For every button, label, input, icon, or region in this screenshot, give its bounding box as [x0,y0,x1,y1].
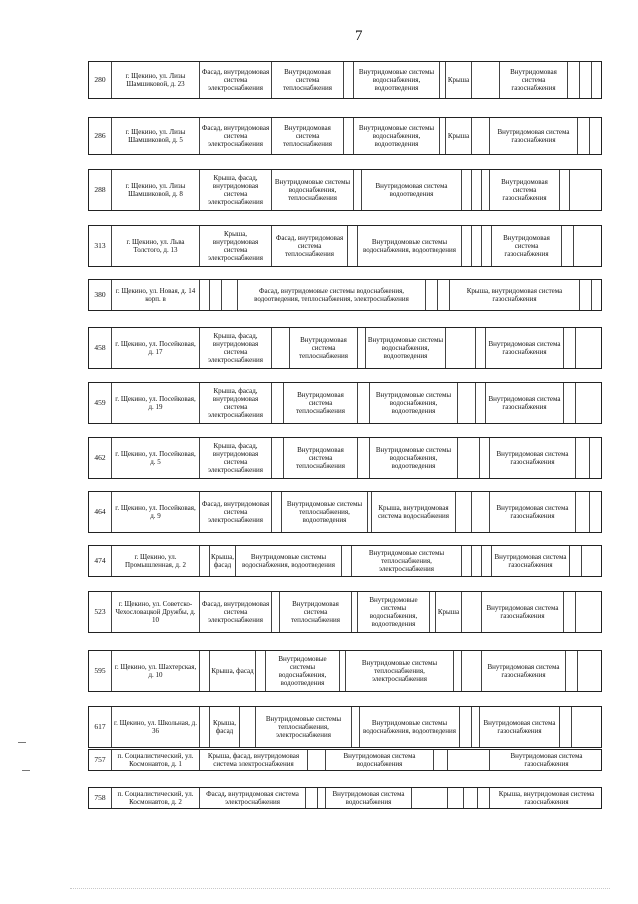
empty-cell [575,492,589,532]
empty-cell [199,707,209,747]
empty-cell [457,438,479,478]
table-row [88,591,602,633]
work-cell: Внутридомовая система теплоснабжения [283,383,357,423]
table-row [88,117,602,155]
work-cell: Внутридомовая система теплоснабжения [271,62,343,98]
empty-cell [559,707,571,747]
table-row [88,706,602,748]
work-cell: Внутридомовые системы водоснабжения, водоотведения [357,226,461,266]
table-row [88,749,602,771]
address-cell: г. Щекино, ул. Посейковая, д. 19 [111,383,199,423]
empty-cell [589,492,603,532]
empty-cell [341,546,351,576]
address-cell: г. Щекино, ул. Лизы Шамшиковой, д. 5 [111,118,199,154]
work-cell: Внутридомовая система газоснабжения [485,328,563,368]
work-cell: Крыша, внутридомовая система водоснабжения [371,492,455,532]
row-number: 286 [94,131,106,140]
work-cell: Внутридомовая система теплоснабжения [271,118,343,154]
work-cell: Внутридомовая система газоснабжения [481,592,563,632]
empty-cell [565,651,577,691]
empty-cell [459,707,471,747]
empty-cell [271,438,283,478]
work-cell: Внутридомовые системы теплоснабжения, электроснабжения [351,546,461,576]
empty-cell [461,226,471,266]
address-cell: г. Щекино, ул. Промышленная, д. 2 [111,546,199,576]
empty-cell [571,707,603,747]
margin-mark [22,770,30,771]
address-cell: г. Щекино, ул. Лизы Шамшиковой, д. 23 [111,62,199,98]
work-cell: Крыша [445,118,471,154]
address-cell: г. Щекино, ул. Лизы Шамшиковой, д. 8 [111,170,199,210]
empty-cell [317,788,325,808]
empty-cell [209,280,221,310]
work-cell: Крыша, фасад, внутридомовая система электроснабжения [199,438,271,478]
empty-cell [351,707,359,747]
work-cell: Внутридомовая система водоснабжения [325,788,411,808]
empty-cell [579,62,591,98]
work-cell: Фасад, внутридомовая система электроснабжения [199,118,271,154]
empty-cell [307,750,325,770]
work-cell: Внутридомовая система водоснабжения [325,750,433,770]
work-cell: Внутридомовые системы водоснабжения, водоотведения [365,328,445,368]
scan-edge-noise [70,888,610,893]
empty-cell [461,592,481,632]
work-cell: Фасад, внутридомовые системы водоснабжения, водоотведения, теплоснабжения, электроснабжения [237,280,425,310]
address-cell: г. Щекино, ул. Советско-Чехословацкой Дружбы, д. 10 [111,592,199,632]
work-cell: Внутридомовая система газоснабжения [479,707,559,747]
empty-cell [481,226,491,266]
row-number: 462 [94,453,106,462]
work-cell: Внутридомовая система газоснабжения [485,383,563,423]
row-number: 464 [94,507,106,516]
empty-cell [563,383,575,423]
work-cell: Внутридомовые системы водоснабжения, водоотведения [369,383,457,423]
empty-cell [425,280,437,310]
empty-cell [455,492,471,532]
address-cell: г. Щекино, ул. Посейковая, д. 17 [111,328,199,368]
empty-cell [239,707,255,747]
work-cell: Фасад, внутридомовая система электроснабжения [199,62,271,98]
work-cell: Внутридомовая система газоснабжения [489,170,559,210]
empty-cell [437,280,449,310]
work-cell: Внутридомовая система водоотведения [361,170,461,210]
work-cell: Внутридомовые системы водоснабжения, водоотведения [369,438,457,478]
empty-cell [591,62,603,98]
address-cell: п. Социалистический, ул. Космонавтов, д. 1 [111,750,199,770]
empty-cell [357,438,369,478]
empty-cell [563,592,575,632]
empty-cell [343,62,353,98]
work-cell: Крыша, фасад [209,651,255,691]
work-cell: Крыша, фасад, внутридомовая система электроснабжения [199,383,271,423]
work-cell: Внутридомовые системы теплоснабжения, электроснабжения [345,651,453,691]
table-row [88,787,602,809]
empty-cell [471,707,479,747]
empty-cell [463,788,477,808]
work-cell: Внутридомовые системы водоснабжения, водоотведения [353,118,439,154]
work-cell: Внутридомовая система газоснабжения [499,62,567,98]
empty-cell [447,750,489,770]
empty-cell [577,118,589,154]
empty-cell [575,383,603,423]
page-number: 7 [355,28,363,44]
work-cell: Крыша, внутридомовая система электроснабжения [199,226,271,266]
empty-cell [471,226,481,266]
empty-cell [357,328,365,368]
work-cell: Внутридомовые системы водоснабжения, водоотведения [235,546,341,576]
work-cell: Фасад, внутридомовая система теплоснабжения [271,226,347,266]
work-cell: Фасад, внутридомовая система электроснабжения [199,788,305,808]
work-cell: Внутридомовые системы теплоснабжения, электроснабжения [255,707,351,747]
table-row [88,491,602,533]
table-row [88,61,602,99]
empty-cell [255,651,265,691]
empty-cell [573,226,603,266]
row-number: 595 [94,666,106,675]
empty-cell [411,788,447,808]
row-number: 617 [94,722,106,731]
work-cell: Крыша, фасад [209,707,239,747]
empty-cell [461,170,471,210]
empty-cell [357,383,369,423]
empty-cell [591,280,603,310]
work-cell: Внутридомовые системы водоснабжения, водоотведения [359,707,459,747]
work-cell: Крыша, фасад, внутридомовая система электроснабжения [199,170,271,210]
empty-cell [271,592,279,632]
empty-cell [199,280,209,310]
address-cell: г. Щекино, ул. Шахтерская, д. 10 [111,651,199,691]
work-cell: Фасад, внутридомовая система электроснабжения [199,592,271,632]
empty-cell [461,546,471,576]
work-cell: Внутридомовые системы водоснабжения, теплоснабжения [271,170,353,210]
empty-cell [575,328,603,368]
empty-cell [577,651,603,691]
empty-cell [589,438,603,478]
row-number: 474 [94,556,106,565]
work-cell: Внутридомовая система газоснабжения [489,118,577,154]
work-cell: Внутридомовые системы водоснабжения, водоотведения [357,592,429,632]
table-row [88,650,602,692]
work-cell: Крыша, фасад [209,546,235,576]
row-number: 458 [94,343,106,352]
work-cell: Внутридомовые системы теплоснабжения, водоотведения [281,492,367,532]
table-row [88,437,602,479]
empty-cell [575,438,589,478]
empty-cell [457,383,475,423]
row-number: 459 [94,398,106,407]
work-cell: Внутридомовая система теплоснабжения [279,592,351,632]
address-cell: г. Щекино, ул. Льва Толстого, д. 13 [111,226,199,266]
work-cell: Внутридомовая система теплоснабжения [289,328,357,368]
row-number: 758 [94,793,106,802]
row-number: 523 [94,607,106,616]
work-cell: Внутридомовая система теплоснабжения [283,438,357,478]
table-row [88,169,602,211]
work-cell: Внутридомовая система газоснабжения [489,750,603,770]
work-cell: Внутридомовые системы водоснабжения, водоотведения [353,62,439,98]
empty-cell [561,226,573,266]
work-cell: Внутридомовая система газоснабжения [491,226,561,266]
empty-cell [479,438,489,478]
row-number: 757 [94,755,106,764]
work-cell: Внутридомовая система газоснабжения [489,492,575,532]
empty-cell [271,328,289,368]
work-cell: Внутридомовые системы водоснабжения, водоотведения [265,651,339,691]
empty-cell [447,788,463,808]
empty-cell [475,383,485,423]
work-cell: Внутридомовая система газоснабжения [481,651,565,691]
empty-cell [569,170,603,210]
work-cell: Фасад, внутридомовая система электроснабжения [199,492,271,532]
work-cell: Крыша, фасад, внутридомовая система электроснабжения [199,750,307,770]
empty-cell [343,118,353,154]
empty-cell [575,592,603,632]
empty-cell [199,546,209,576]
empty-cell [569,546,581,576]
margin-mark [18,742,26,743]
work-cell: Крыша, фасад, внутридомовая система электроснабжения [199,328,271,368]
table-row [88,382,602,424]
work-cell: Крыша [435,592,461,632]
address-cell: г. Щекино, ул. Посейковая, д. 5 [111,438,199,478]
address-cell: г. Щекино, ул. Посейковая, д. 9 [111,492,199,532]
empty-cell [559,170,569,210]
empty-cell [271,383,283,423]
work-cell: Крыша, внутридомовая система газоснабжения [449,280,579,310]
empty-cell [433,750,447,770]
empty-cell [567,62,579,98]
empty-cell [477,788,489,808]
address-cell: п. Социалистический, ул. Космонавтов, д. 2 [111,788,199,808]
work-cell: Внутридомовая система газоснабжения [491,546,569,576]
empty-cell [579,280,591,310]
empty-cell [471,492,489,532]
row-number: 280 [94,75,106,84]
empty-cell [271,492,281,532]
empty-cell [461,651,481,691]
empty-cell [481,546,491,576]
row-number: 380 [94,290,106,299]
table-row [88,545,602,577]
empty-cell [353,170,361,210]
empty-cell [471,546,481,576]
empty-cell [563,328,575,368]
empty-cell [199,651,209,691]
table-row [88,279,602,311]
empty-cell [471,62,499,98]
empty-cell [481,170,489,210]
row-number: 288 [94,185,106,194]
empty-cell [221,280,237,310]
empty-cell [589,118,603,154]
empty-cell [475,328,485,368]
table-row [88,327,602,369]
work-cell: Крыша [445,62,471,98]
empty-cell [305,788,317,808]
empty-cell [445,328,475,368]
empty-cell [453,651,461,691]
table-row [88,225,602,267]
empty-cell [347,226,357,266]
work-cell: Внутридомовая система газоснабжения [489,438,575,478]
row-number: 313 [94,241,106,250]
address-cell: г. Щекино, ул. Школьная, д. 36 [111,707,199,747]
empty-cell [471,118,489,154]
work-cell: Крыша, внутридомовая система газоснабжения [489,788,603,808]
empty-cell [471,170,481,210]
empty-cell [581,546,603,576]
address-cell: г. Щекино, ул. Новая, д. 14 корп. в [111,280,199,310]
